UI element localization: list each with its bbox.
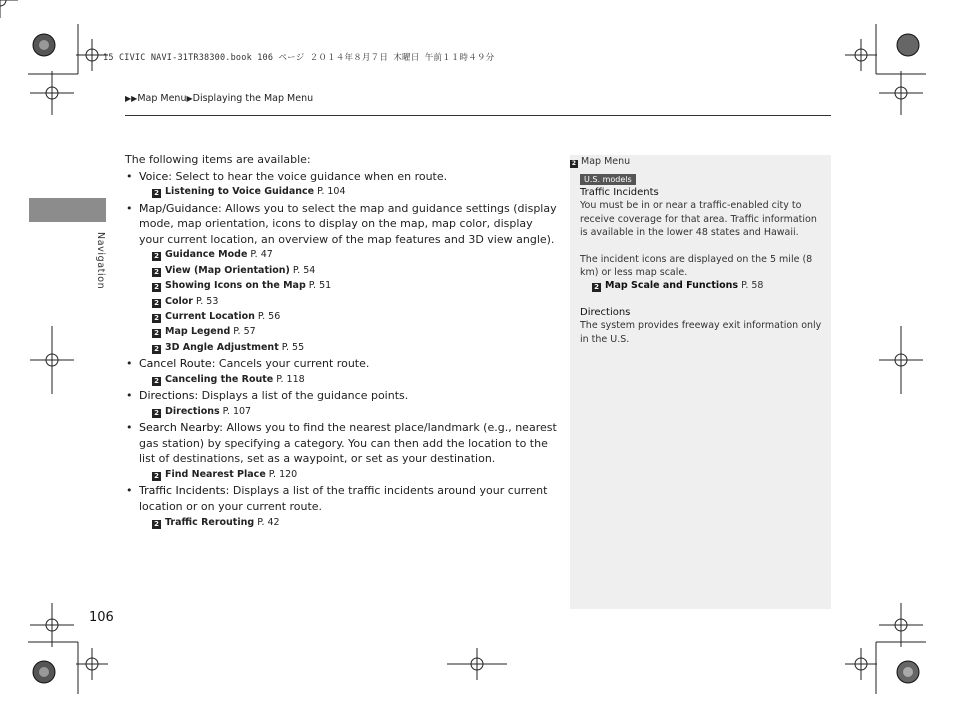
bullet-icon: • [126,484,133,498]
sidebar-reference-link[interactable] [580,279,826,292]
reference-page: P. 53 [192,295,219,307]
reference-page: P. 42 [254,516,280,528]
reference-icon: 2 [152,409,161,418]
reference-title: View (Map Orientation) [165,264,290,276]
reference-icon: 2 [152,329,161,338]
sidebar-notes [570,155,831,609]
reference-list [139,467,557,482]
reference-title: Directions [165,405,220,417]
item-description: : Displays a list of the guidance points. [194,389,409,403]
item-description: : Select to hear the voice guidance when en route. [168,169,448,183]
reference-list [139,404,557,419]
print-header: 15 CIVIC NAVI-31TR38300.book 106 ページ ２０１４年８月７日 木曜日 午前１１時４９分 [103,53,495,63]
sidebar-header-label: Map Menu [581,156,631,167]
breadcrumb-section: Map Menu [137,93,187,104]
reference-link[interactable] [152,294,557,309]
reference-title: Guidance Mode [165,249,248,261]
item-description: : Cancels your current route. [211,357,370,371]
list-item [125,483,557,530]
reference-icon: 2 [152,520,161,529]
list-item [125,356,557,387]
reference-page: P. 104 [314,186,346,198]
reference-icon: 2 [152,472,161,481]
reference-title: Showing Icons on the Map [165,280,306,292]
sidebar-reference-page: P. 58 [738,280,764,292]
reference-title: Listening to Voice Guidance [165,186,315,198]
bullet-icon: • [126,421,133,435]
reference-page: P. 57 [230,326,256,338]
reference-icon: 2 [571,160,577,167]
reference-link[interactable] [152,372,557,387]
sidebar-text-traffic-1: You must be in or near a traffic-enabled city to receive coverage for that area. Traffic information is available in the lower 48 states and Hawaii. [580,200,817,239]
item-description: : Displays a list of the traffic incidents around your current location or on your current route. [139,484,548,513]
item-description: : Allows you to find the nearest place/landmark (e.g., nearest gas station) by specifying a category. You can then add the location to the list of destinations, set as a waypoint, or set as your destination. [139,421,557,466]
bullet-icon: • [126,169,133,183]
sidebar-reference-title: Map Scale and Functions [605,280,739,292]
reference-page: P. 55 [278,341,305,353]
reference-page: P. 120 [265,469,298,480]
sidebar-text-directions: The system provides freeway exit information only in the U.S. [580,320,822,345]
reference-title: Current Location [165,311,255,322]
reference-icon: 2 [152,283,161,292]
sidebar-title-directions: Directions [580,307,631,318]
reference-icon: 2 [152,377,161,386]
reference-icon: 2 [152,189,161,198]
breadcrumb [125,93,313,104]
list-item [125,169,557,200]
reference-title: Color [165,295,193,307]
reference-page: P. 47 [247,249,273,261]
reference-link[interactable] [152,247,557,262]
breadcrumb-page: Displaying the Map Menu [192,93,314,104]
reference-page: P. 118 [273,373,305,385]
item-description: : Allows you to select the map and guidance settings (display mode, map orientation, icons to display on the map, map color, display your current location, an overview of the map features and 3D view angle). [139,201,557,246]
sidebar-section-directions [580,306,826,346]
reference-link[interactable] [152,184,557,199]
item-term: Cancel Route [139,357,212,371]
reference-title: Map Legend [165,326,231,338]
reference-icon: 2 [152,345,161,354]
reference-icon: 2 [152,314,161,323]
reference-list [139,247,557,355]
list-item [125,420,557,482]
reference-link[interactable] [152,324,557,339]
bullet-icon: • [126,389,133,403]
reference-page: P. 54 [289,264,316,276]
intro-text: The following items are available: [125,153,311,166]
bullet-icon: • [126,201,133,215]
sidebar-section-traffic [580,186,826,293]
sidebar-text-traffic-2: The incident icons are displayed on the 5 mile (8 km) or less map scale. [580,253,813,279]
reference-title: Canceling the Route [165,373,274,385]
reference-icon: 2 [152,268,161,277]
sidebar-title-traffic: Traffic Incidents [580,187,659,198]
list-item [125,201,557,356]
reference-list [139,184,557,199]
reference-page: P. 56 [254,311,281,322]
reference-icon: 2 [592,283,601,292]
bullet-icon: • [126,357,133,371]
sidebar-header [570,156,630,168]
reference-link[interactable] [152,404,557,419]
reference-link[interactable] [152,309,557,324]
header-rule [125,115,831,116]
main-content [125,152,557,531]
reference-link[interactable] [152,263,557,278]
reference-title: Find Nearest Place [165,469,266,480]
region-badge: U.S. models [580,174,636,185]
reference-icon: 2 [152,252,161,261]
reference-list [139,515,557,530]
reference-title: 3D Angle Adjustment [165,341,279,353]
chapter-tab [29,198,106,222]
chapter-label: Navigation [95,232,106,290]
item-term: Map/Guidance [139,201,218,215]
reference-list [139,372,557,387]
reference-link[interactable] [152,467,557,482]
item-term: Directions [139,389,195,403]
item-term: Search Nearby [139,421,220,435]
reference-title: Traffic Rerouting [165,516,255,528]
reference-page: P. 107 [219,405,252,417]
breadcrumb-separator-icon: ▶ [186,94,193,103]
reference-link[interactable] [152,340,557,355]
page-number: 106 [89,610,114,625]
breadcrumb-marker-icon: ▶▶ [125,94,138,103]
item-list [125,169,557,530]
item-term: Voice [139,169,169,183]
reference-link[interactable] [152,515,557,530]
item-term: Traffic Incidents [139,484,226,498]
reference-icon: 2 [152,299,161,308]
reference-page: P. 51 [305,280,332,292]
list-item [125,388,557,419]
reference-link[interactable] [152,278,557,293]
